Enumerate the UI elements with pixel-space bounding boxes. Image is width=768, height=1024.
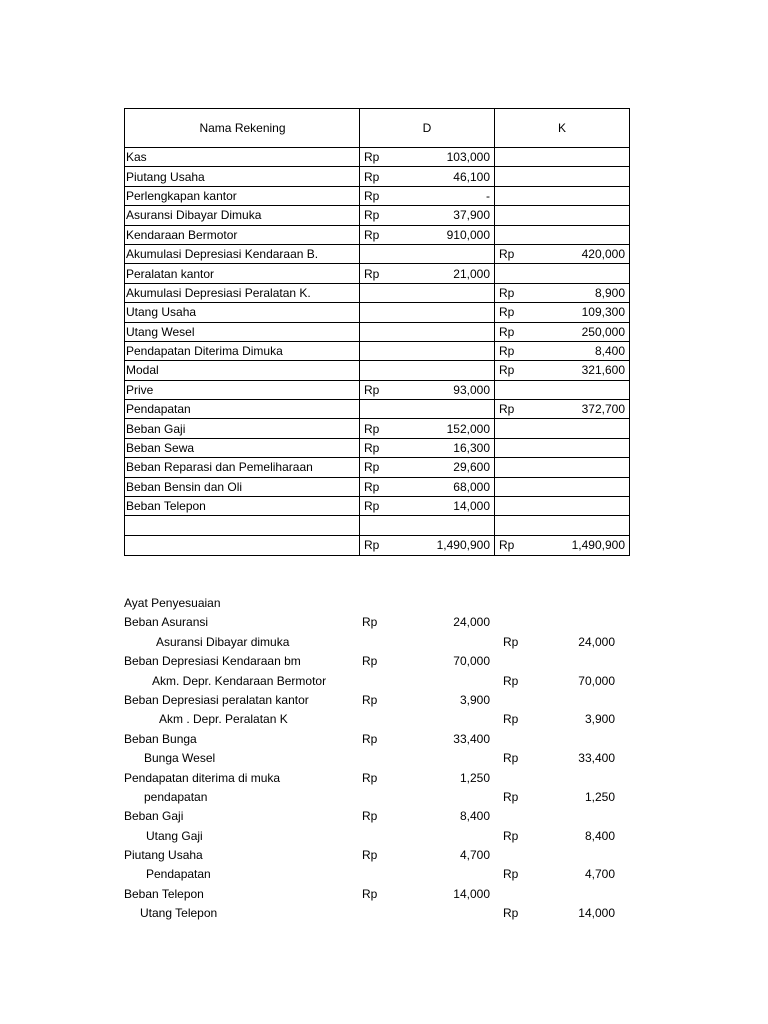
journal-account: Utang Telepon [140,906,218,921]
credit-cell [495,283,630,302]
currency-label: Rp [364,441,380,456]
credit-amount: 14,000 [578,906,615,921]
currency-label: Rp [364,479,380,494]
credit-cell [495,535,630,555]
credit-cell [495,303,630,322]
debit-cell [360,244,495,263]
trial-balance-table [124,108,630,556]
credit-currency-label: Rp [503,712,519,727]
debit-cell [360,264,495,283]
table-row [125,497,630,516]
debit-amount: 21,000 [453,266,490,281]
credit-amount: 8,400 [584,828,615,843]
table-row [125,225,630,244]
debit-cell [360,283,495,302]
journal-account: Beban Bunga [124,731,197,746]
debit-amount: 3,900 [459,692,490,707]
table-row [125,458,630,477]
debit-cell [360,303,495,322]
credit-cell [495,244,630,263]
journal-account: pendapatan [144,789,208,804]
journal-account: Piutang Usaha [124,848,203,863]
debit-cell [360,167,495,186]
debit-cell [360,361,495,380]
debit-cell [360,516,495,535]
credit-amount: 1,250 [584,789,615,804]
debit-amount: 4,700 [459,848,490,863]
account-name [125,516,360,535]
journal-entry-row [124,788,624,807]
credit-currency-label: Rp [503,634,519,649]
table-row [125,477,630,496]
table-row [125,400,630,419]
trial-balance-body [125,148,630,556]
adjusting-entries [124,594,624,924]
journal-entry-row [124,633,624,652]
credit-cell [495,322,630,341]
debit-amount: 46,100 [453,169,490,184]
account-name: Kendaraan Bermotor [125,225,360,244]
debit-currency-label: Rp [362,809,378,824]
credit-cell [495,419,630,438]
table-row [125,535,630,555]
table-header-row [125,109,630,148]
account-name: Kas [125,148,360,167]
account-name: Perlengkapan kantor [125,186,360,205]
currency-label: Rp [364,208,380,223]
credit-cell [495,361,630,380]
credit-amount: 109,300 [581,305,625,320]
adjusting-entries-title: Ayat Penyesuaian [124,596,221,610]
currency-label: Rp [364,382,380,397]
table-row [125,380,630,399]
credit-amount: 33,400 [578,751,615,766]
journal-entry-row [124,807,624,826]
debit-cell [360,400,495,419]
table-row [125,322,630,341]
credit-cell [495,400,630,419]
credit-amount: 3,900 [584,712,615,727]
credit-amount: 250,000 [581,324,625,339]
journal-account: Beban Depresiasi peralatan kantor [124,692,309,707]
currency-label: Rp [499,247,515,262]
journal-account: Beban Asuransi [124,615,209,630]
account-name: Prive [125,380,360,399]
credit-cell [495,477,630,496]
account-name: Modal [125,361,360,380]
debit-amount: - [486,188,490,203]
credit-currency-label: Rp [503,906,519,921]
currency-label: Rp [364,188,380,203]
credit-amount: 24,000 [578,634,615,649]
header-account-name: Nama Rekening [125,109,360,148]
debit-currency-label: Rp [362,692,378,707]
debit-cell [360,419,495,438]
currency-label: Rp [499,538,515,553]
credit-amount: 372,700 [581,402,625,417]
journal-entry-row [124,691,624,710]
journal-account: Beban Gaji [124,809,184,824]
credit-cell [495,438,630,457]
debit-cell [360,380,495,399]
journal-account: Asuransi Dibayar dimuka [156,634,290,649]
debit-amount: 93,000 [453,382,490,397]
debit-amount: 1,490,900 [436,538,490,553]
debit-amount: 1,250 [459,770,490,785]
currency-label: Rp [499,344,515,359]
credit-currency-label: Rp [503,789,519,804]
account-name: Beban Telepon [125,497,360,516]
credit-amount: 420,000 [581,247,625,262]
debit-amount: 24,000 [453,615,490,630]
currency-label: Rp [499,402,515,417]
debit-amount: 14,000 [453,886,490,901]
debit-cell [360,225,495,244]
account-name: Utang Wesel [125,322,360,341]
table-row [125,438,630,457]
adjusting-entries-list [124,613,624,923]
credit-amount: 8,900 [594,285,625,300]
journal-account: Beban Telepon [124,886,204,901]
currency-label: Rp [364,169,380,184]
table-row [125,516,630,535]
debit-currency-label: Rp [362,886,378,901]
currency-label: Rp [499,305,515,320]
journal-account: Akm. Depr. Kendaraan Bermotor [152,673,327,688]
debit-currency-label: Rp [362,615,378,630]
account-name: Asuransi Dibayar Dimuka [125,206,360,225]
table-row [125,303,630,322]
journal-entry-row [124,672,624,691]
account-name: Piutang Usaha [125,167,360,186]
journal-entry-row [124,652,624,671]
debit-amount: 37,900 [453,208,490,223]
credit-cell [495,167,630,186]
debit-cell [360,186,495,205]
credit-cell [495,148,630,167]
account-name: Utang Usaha [125,303,360,322]
credit-currency-label: Rp [503,867,519,882]
account-name: Peralatan kantor [125,264,360,283]
debit-cell [360,322,495,341]
credit-cell [495,225,630,244]
credit-amount: 1,490,900 [571,538,625,553]
table-row [125,264,630,283]
credit-cell [495,516,630,535]
currency-label: Rp [499,363,515,378]
journal-entry-row [124,710,624,729]
debit-amount: 910,000 [446,227,490,242]
debit-amount: 152,000 [446,421,490,436]
credit-cell [495,206,630,225]
table-row [125,419,630,438]
table-row [125,206,630,225]
credit-amount: 4,700 [584,867,615,882]
journal-entry-row [124,730,624,749]
journal-entry-row [124,749,624,768]
journal-entry-row [124,865,624,884]
currency-label: Rp [364,538,380,553]
table-row [125,283,630,302]
debit-cell [360,341,495,360]
journal-entry-row [124,769,624,788]
journal-entry-row [124,846,624,865]
journal-account: Pendapatan [146,867,211,882]
journal-account: Pendapatan diterima di muka [124,770,281,785]
debit-cell [360,497,495,516]
credit-cell [495,186,630,205]
debit-cell [360,477,495,496]
account-name: Beban Gaji [125,419,360,438]
header-credit: K [495,109,630,148]
debit-currency-label: Rp [362,770,378,785]
currency-label: Rp [364,227,380,242]
credit-currency-label: Rp [503,828,519,843]
table-row [125,341,630,360]
debit-amount: 70,000 [453,654,490,669]
journal-entry-row [124,827,624,846]
account-name: Beban Reparasi dan Pemeliharaan [125,458,360,477]
debit-cell [360,206,495,225]
currency-label: Rp [364,499,380,514]
debit-amount: 103,000 [446,150,490,165]
currency-label: Rp [499,285,515,300]
journal-account: Akm . Depr. Peralatan K [159,712,288,727]
debit-cell [360,148,495,167]
credit-cell [495,458,630,477]
credit-cell [495,264,630,283]
table-row [125,148,630,167]
debit-amount: 14,000 [453,499,490,514]
credit-currency-label: Rp [503,673,519,688]
account-name: Akumulasi Depresiasi Kendaraan B. [125,244,360,263]
debit-currency-label: Rp [362,731,378,746]
currency-label: Rp [364,266,380,281]
journal-account: Beban Depresiasi Kendaraan bm [124,654,301,669]
credit-amount: 70,000 [578,673,615,688]
account-name [125,535,360,555]
header-debit: D [360,109,495,148]
account-name: Beban Sewa [125,438,360,457]
journal-entry-row [124,613,624,632]
journal-entry-row [124,885,624,904]
table-row [125,186,630,205]
debit-currency-label: Rp [362,654,378,669]
journal-account: Utang Gaji [146,828,203,843]
debit-amount: 16,300 [453,441,490,456]
account-name: Pendapatan [125,400,360,419]
debit-currency-label: Rp [362,848,378,863]
credit-cell [495,497,630,516]
credit-cell [495,380,630,399]
debit-amount: 68,000 [453,479,490,494]
currency-label: Rp [364,421,380,436]
credit-cell [495,341,630,360]
table-row [125,167,630,186]
debit-amount: 33,400 [453,731,490,746]
currency-label: Rp [364,460,380,475]
currency-label: Rp [364,150,380,165]
debit-cell [360,458,495,477]
account-name: Akumulasi Depresiasi Peralatan K. [125,283,360,302]
journal-entry-row [124,904,624,923]
journal-account: Bunga Wesel [144,751,216,766]
account-name: Pendapatan Diterima Dimuka [125,341,360,360]
credit-amount: 321,600 [581,363,625,378]
credit-currency-label: Rp [503,751,519,766]
debit-amount: 29,600 [453,460,490,475]
currency-label: Rp [499,324,515,339]
account-name: Beban Bensin dan Oli [125,477,360,496]
credit-amount: 8,400 [594,344,625,359]
debit-cell [360,535,495,555]
table-row [125,244,630,263]
debit-cell [360,438,495,457]
debit-amount: 8,400 [459,809,490,824]
table-row [125,361,630,380]
